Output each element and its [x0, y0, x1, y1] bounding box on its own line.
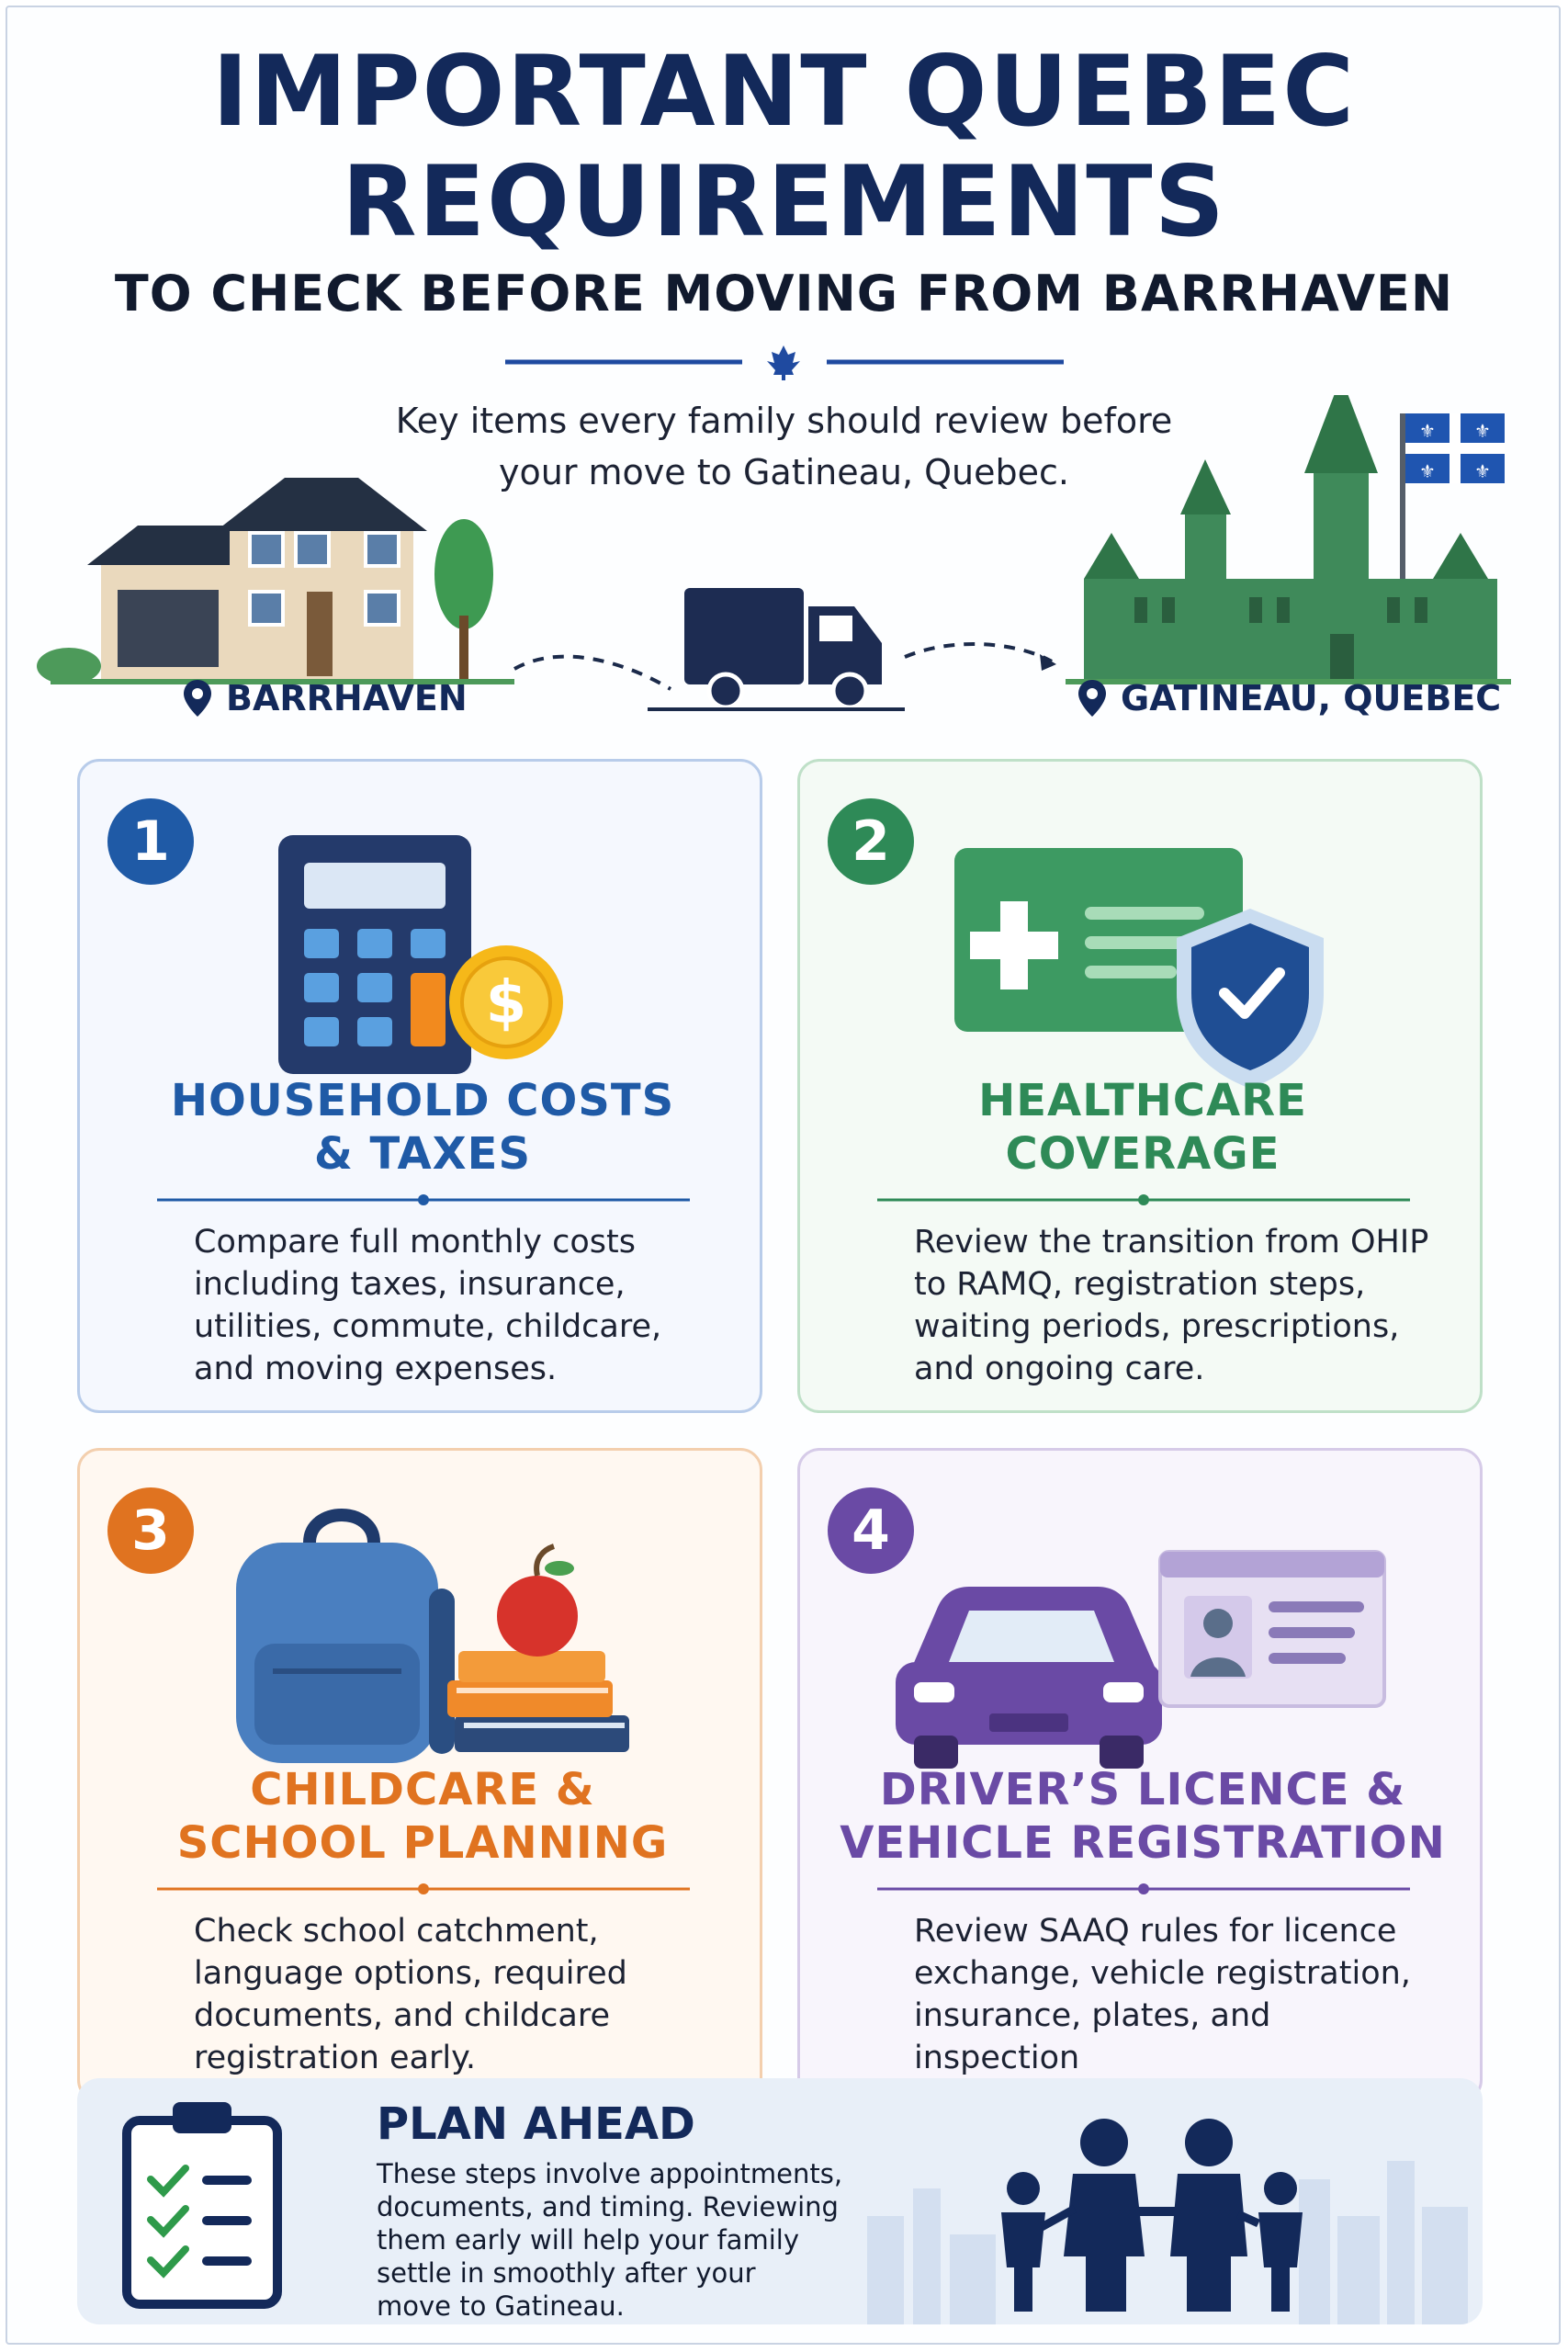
- route-destination-label: GATINEAU, QUEBEC: [1077, 678, 1501, 718]
- plan-ahead-description: These steps involve appointments, documents, and timing. Reviewing them early will help your family settle in smoothly after your move to Gatineau.: [377, 2158, 843, 2322]
- card-title: HEALTHCARE COVERAGE: [978, 1075, 1307, 1180]
- title-divider: [0, 344, 1568, 380]
- svg-text:$: $: [485, 969, 527, 1037]
- card-household-costs: [77, 759, 762, 1413]
- svg-text:⚜: ⚜: [1474, 460, 1491, 482]
- books-icon: [447, 1651, 629, 1752]
- card-divider: [157, 1883, 690, 1895]
- card-title: HOUSEHOLD COSTS & TAXES: [170, 1075, 675, 1180]
- intro-text: Key items every family should review before your move to Gatineau, Quebec.: [395, 401, 1173, 492]
- card-divider: [877, 1193, 1410, 1206]
- step-number-badge: 2: [828, 798, 914, 885]
- moving-truck-icon: [648, 588, 905, 709]
- apple-icon: [497, 1546, 578, 1657]
- house-icon: [37, 478, 514, 684]
- step-number-badge: 4: [828, 1487, 914, 1574]
- card-healthcare-coverage: [797, 759, 1483, 1413]
- card-description: Review SAAQ rules for licence exchange, vehicle registration, insurance, plates, and inspection: [914, 1913, 1411, 2076]
- page-title-line1: IMPORTANT QUEBEC: [211, 35, 1357, 148]
- clipboard-checklist-icon: [114, 2095, 298, 2312]
- family-icon: [987, 2115, 1409, 2324]
- health-card-icon: [800, 798, 1485, 1092]
- backpack-icon: [80, 1487, 765, 1781]
- svg-text:⚜: ⚜: [1419, 460, 1436, 482]
- location-pin-icon: [182, 678, 213, 718]
- card-title: DRIVER’S LICENCE & VEHICLE REGISTRATION: [840, 1764, 1446, 1869]
- moving-route-scene: [0, 395, 1568, 717]
- maple-leaf-icon: [767, 345, 800, 380]
- page-title-line2: REQUIREMENTS: [342, 145, 1226, 258]
- route-origin-label: BARRHAVEN: [182, 678, 468, 718]
- plan-ahead-panel: [77, 2078, 1483, 2324]
- car-icon: [800, 1487, 1485, 1781]
- plan-ahead-title: PLAN AHEAD: [377, 2098, 695, 2150]
- card-title: CHILDCARE & SCHOOL PLANNING: [176, 1764, 669, 1869]
- location-pin-icon: [1077, 678, 1108, 718]
- svg-text:⚜: ⚜: [1474, 420, 1491, 442]
- step-number-badge: 3: [107, 1487, 194, 1574]
- card-description: Review the transition from OHIP to RAMQ, registration steps, waiting periods, prescriptions, and ongoing care.: [914, 1224, 1429, 1387]
- page-subtitle: TO CHECK BEFORE MOVING FROM BARRHAVEN: [114, 265, 1454, 322]
- card-description: Compare full monthly costs including taxes, insurance, utilities, commute, childcare, and moving expenses.: [194, 1224, 662, 1387]
- card-licence-registration: [797, 1448, 1483, 2102]
- card-divider: [877, 1883, 1410, 1895]
- step-number-badge: 1: [107, 798, 194, 885]
- calculator-icon: [80, 798, 765, 1092]
- svg-text:⚜: ⚜: [1419, 420, 1436, 442]
- driver-licence-card-icon: [1160, 1552, 1384, 1706]
- card-description: Check school catchment, language options, required documents, and childcare registration early.: [194, 1913, 627, 2076]
- card-childcare-school: [77, 1448, 762, 2102]
- card-divider: [157, 1193, 690, 1206]
